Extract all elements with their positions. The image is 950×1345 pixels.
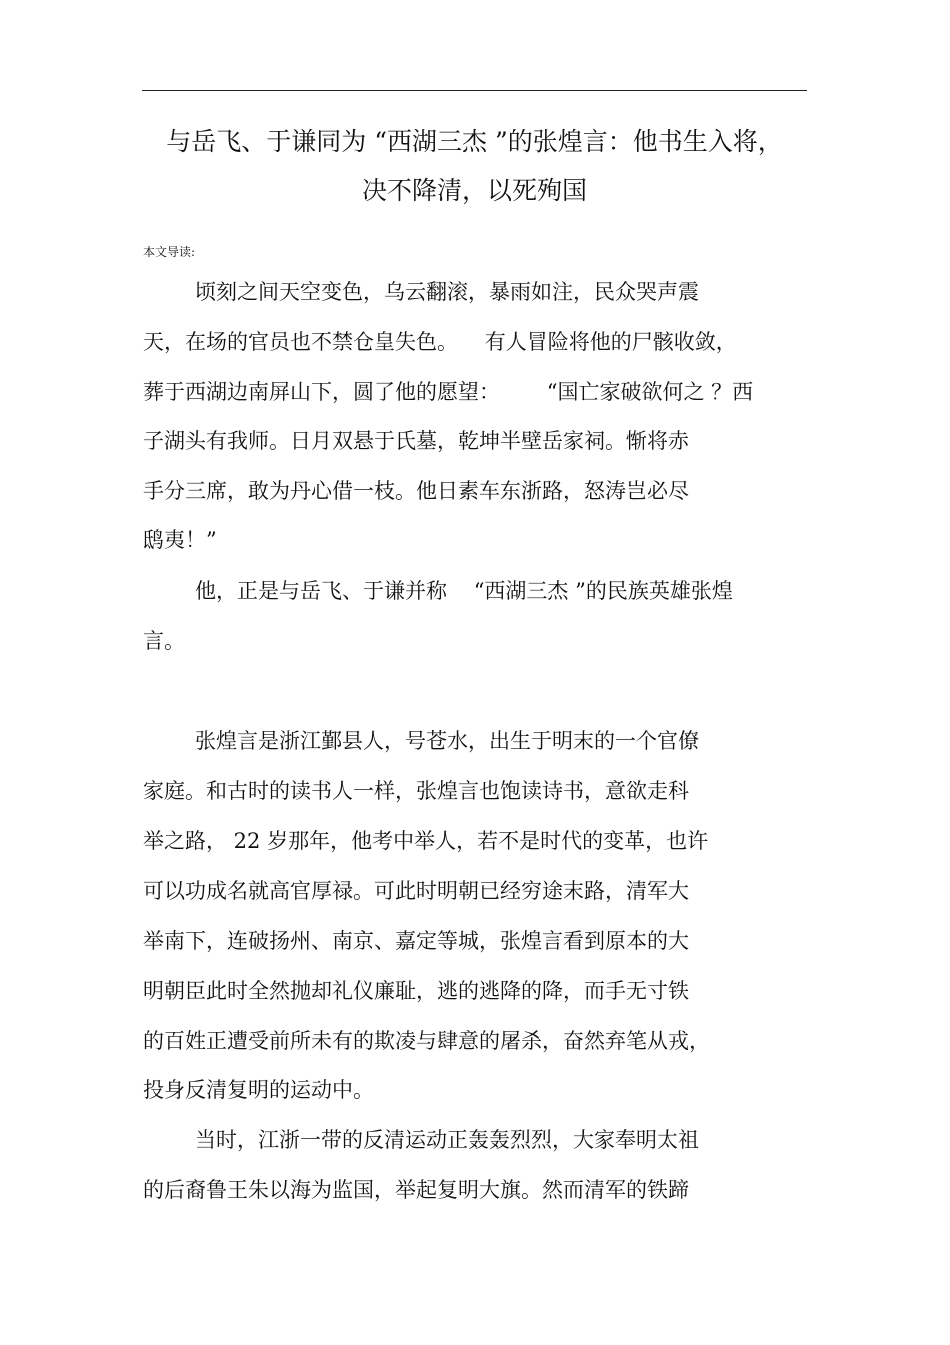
- body-line: 言。: [143, 629, 185, 653]
- body-line: 家庭。和古时的读书人一样，张煌言也饱读诗书，意欲走科: [143, 779, 689, 803]
- body-line: 子湖头有我师。日月双悬于氏墓，乾坤半壁岳家祠。惭将赤: [143, 429, 689, 453]
- header-rule: [142, 90, 807, 91]
- body-line: 他，正是与岳飞、于谦并称 “西湖三杰 ”的民族英雄张煌: [195, 579, 733, 603]
- body-line: 明朝臣此时全然抛却礼仪廉耻，逃的逃降的降，而手无寸铁: [143, 979, 689, 1003]
- body-line: 顷刻之间天空变色，乌云翻滚，暴雨如注，民众哭声震: [195, 280, 699, 304]
- body-line: 手分三席，敢为丹心借一枝。他日素车东浙路，怒涛岂必尽: [143, 479, 689, 503]
- article-title-line-2: 决不降清，以死殉国: [361, 176, 587, 205]
- body-line: 葬于西湖边南屏山下，圆了他的愿望： “国亡家破欲何之 ？西: [143, 380, 754, 404]
- body-line: 的百姓正遭受前所未有的欺凌与肆意的屠杀，奋然弃笔从戎，: [143, 1029, 710, 1053]
- guide-label: 本文导读:: [143, 245, 196, 259]
- body-line: 投身反清复明的运动中。: [143, 1078, 374, 1102]
- body-line: 张煌言是浙江鄞县人，号苍水，出生于明末的一个官僚: [195, 729, 699, 753]
- body-line: 鸱夷！”: [143, 528, 217, 552]
- body-line: 举之路， 22 岁那年，他考中举人，若不是时代的变革，也许: [143, 829, 709, 853]
- body-line: 天，在场的官员也不禁仓皇失色。 有人冒险将他的尸骸收敛，: [143, 330, 737, 354]
- body-line: 可以功成名就高官厚禄。可此时明朝已经穷途末路，清军大: [143, 879, 689, 903]
- body-line: 当时，江浙一带的反清运动正轰轰烈烈，大家奉明太祖: [195, 1128, 699, 1152]
- body-line: 举南下，连破扬州、南京、嘉定等城，张煌言看到原本的大: [143, 929, 689, 953]
- article-title-line-1: 与岳飞、于谦同为 “西湖三杰 ”的张煌言：他书生入将，: [166, 127, 783, 156]
- body-line: 的后裔鲁王朱以海为监国，举起复明大旗。然而清军的铁蹄: [143, 1178, 689, 1202]
